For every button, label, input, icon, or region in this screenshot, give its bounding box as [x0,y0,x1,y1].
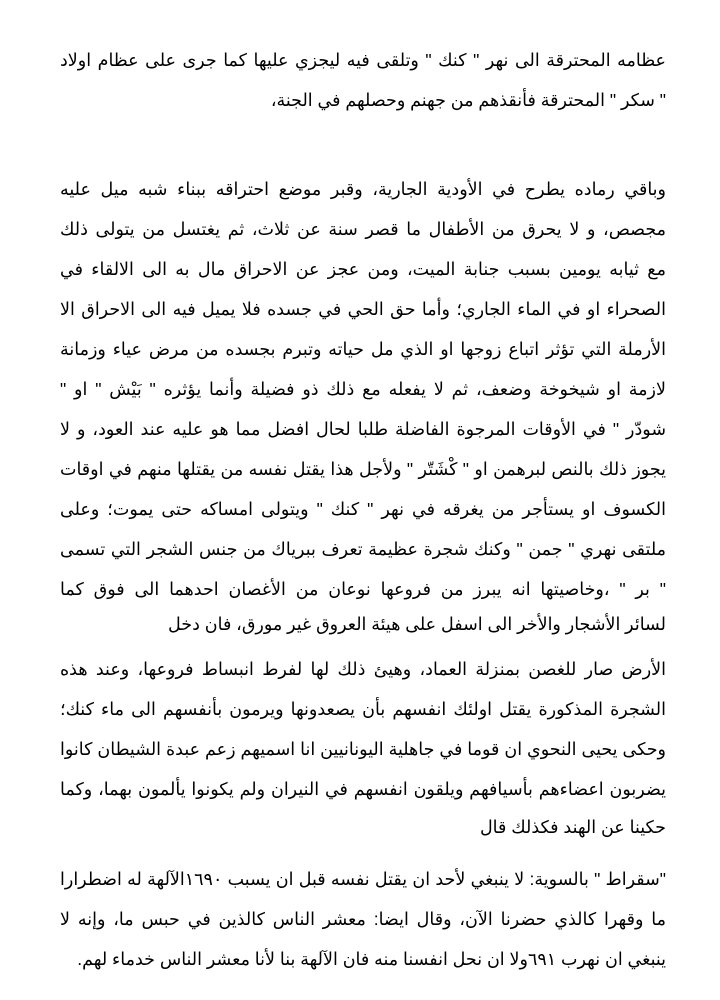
text-line: يضربون اعضاءهم بأسيافهم ويلقون انفسهم في النيران ولم يكونوا يألمون بهما، وكما [60,779,666,799]
text-line: " سكر " المحترقة فأنقذهم من جهنم وحصلهم في الجنة، [270,90,666,110]
text-line: لسائر الأشجار والأخر الى اسفل على هيئة العروق غير مورق، فان دخل [168,614,666,634]
text-line: وحكى يحيى النحوي ان قوما في جاهلية اليونانيين انا اسميهم زعم عبدة الشيطان كانوا [60,739,666,759]
text-line: حكينا عن الهند فكذلك قال [479,817,666,837]
text-line: وباقي رماده يطرح في الأودية الجارية، وقبر موضع احتراقه ببناء شبه ميل عليه [60,179,666,199]
text-line: الأرملة التي تؤثر اتباع زوجها او الذي مل حياته وتبرم بجسده من مرض عياء وزمانة [60,339,666,359]
text-line: ما وقهرا كالذي حضرنا الآن، وقال ايضا: معشر الناس كالذين في حبس ما، وإنه لا [60,909,666,929]
text-line: مع ثيابه يومين بسبب جنابة الميت، ومن عجز عن الاحراق مال به الى الالقاء في [60,259,666,279]
text-line: الأرض صار للغصن بمنزلة العماد، وهيئ ذلك لها لفرط انبساط فروعها، وعند هذه [60,659,666,679]
text-line: يجوز ذلك بالنص لبرهمن او " كْشَتّر " ولأجل هذا يقتل نفسه من يقتلها منهم في اوقات [60,459,666,479]
text-line: "سقراط " بالسوية: لا ينبغي لأحد ان يقتل نفسه قبل ان يسبب ١٦٩٠الآلهة له اضطرارا [60,869,666,889]
text-line: ينبغي ان نهرب ٦٩١ولا ان نحل انفسنا منه فان الآلهة بنا لأنا معشر الناس خدماء لهم. [77,949,666,969]
text-line: الكسوف او يستأجر من يغرقه في نهر " كنك " ويتولى امساكه حتى يموت؛ وعلى [60,499,666,519]
text-line: مجصص، و لا يحرق من الأطفال ما قصر سنة عن ثلاث، ثم يغتسل من يتولى ذلك [60,219,666,239]
text-line: " بر " ،وخاصيتها انه يبرز من فروعها نوعان من الأغصان احدهما الى فوق كما [60,579,666,599]
text-line: لازمة او شيخوخة وضعف، ثم لا يفعله مع ذلك ذو فضيلة وأنما يؤثره " بَيْش " او " [60,379,666,399]
text-line: شودّر " في الأوقات المرجوة الفاضلة طلبا لحال افضل مما هو عليه عند العود، و لا [60,419,666,439]
text-line: الصحراء او في الماء الجاري؛ وأما حق الحي في جسده فلا يميل فيه الى الاحراق الا [60,299,666,319]
text-line: ملتقى نهري " جمن " وكنك شجرة عظيمة تعرف ببرياك من جنس الشجر التي تسمى [60,539,666,559]
text-line: الشجرة المذكورة يقتل اولئك انفسهم بأن يصعدونها ويرمون بأنفسهم الى ماء كنك؛ [60,699,666,719]
text-line: عظامه المحترقة الى نهر " كنك " وتلقى فيه ليجزي عليها كما جرى على عظام اولاد [60,50,666,70]
